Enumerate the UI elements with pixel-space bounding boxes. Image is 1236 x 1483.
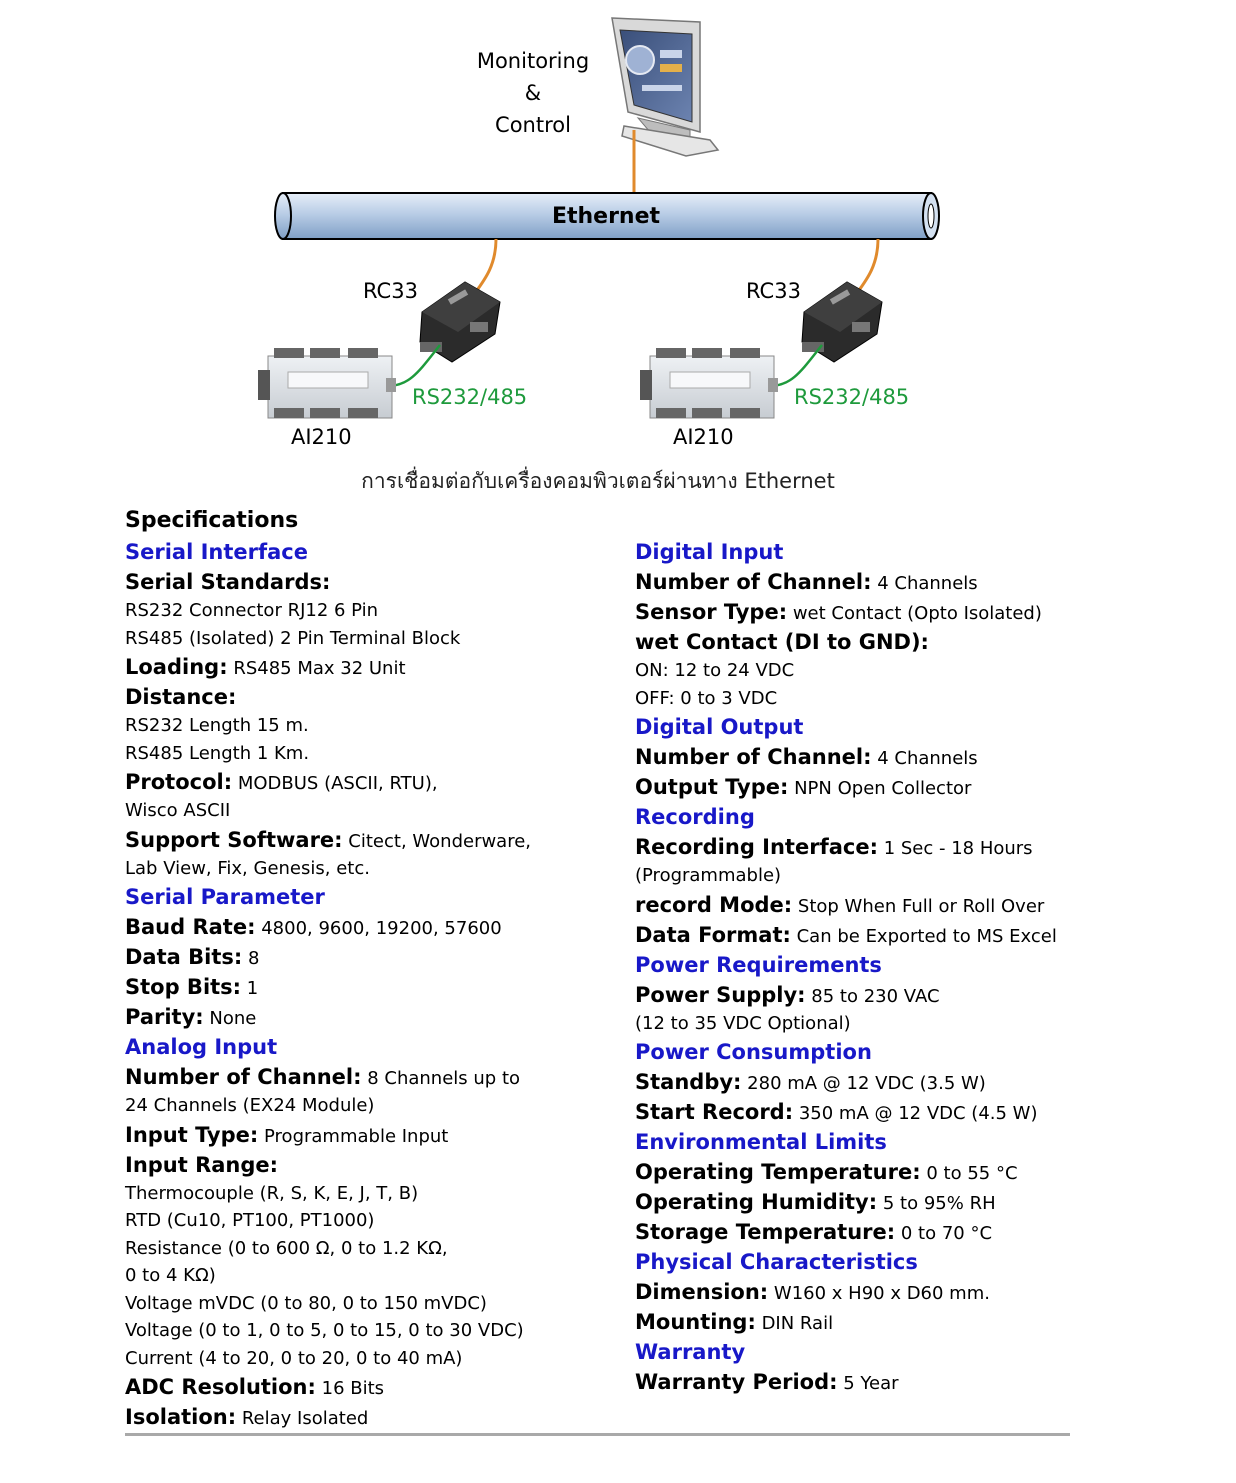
spec-key: Number of Channel: — [125, 1065, 362, 1089]
spec-value: wet Contact (Opto Isolated) — [787, 603, 1042, 624]
spec-text: 0 to 4 KΩ) — [125, 1265, 216, 1286]
spec-value: RS485 Max 32 Unit — [227, 658, 406, 679]
spec-key: Mounting: — [635, 1310, 756, 1334]
left-serial-label: RS232/485 — [412, 385, 528, 409]
spec-key: Isolation: — [125, 1405, 237, 1429]
right-ai210-module — [640, 348, 778, 418]
spec-text: RTD (Cu10, PT100, PT1000) — [125, 1210, 375, 1231]
spec-row — [635, 772, 1195, 802]
section-heading: Environmental Limits — [635, 1130, 887, 1154]
spec-value: 1 — [241, 978, 259, 999]
spec-row — [635, 920, 1195, 950]
spec-key: Stop Bits: — [125, 975, 242, 999]
spec-value: 350 mA @ 12 VDC (4.5 W) — [793, 1103, 1038, 1124]
spec-text: (12 to 35 VDC Optional) — [635, 1012, 851, 1034]
spec-row — [125, 942, 615, 972]
spec-value: 1 Sec - 18 Hours — [877, 838, 1033, 859]
spec-row — [635, 1307, 1195, 1337]
spec-text: Current (4 to 20, 0 to 20, 0 to 40 mA) — [125, 1347, 463, 1369]
spec-row — [635, 742, 1195, 772]
section-heading: Serial Parameter — [125, 885, 325, 909]
spec-row — [125, 1120, 615, 1150]
section-heading: Analog Input — [125, 1035, 278, 1059]
spec-text: Voltage mVDC (0 to 80, 0 to 150 mVDC) — [125, 1292, 487, 1314]
section-heading: Digital Output — [635, 715, 804, 739]
spec-row — [125, 767, 615, 797]
left-ai210-module — [258, 348, 396, 418]
spec-value: Can be Exported to MS Excel — [790, 925, 1057, 947]
right-rc33-device — [802, 282, 882, 362]
right-rc33-label: RC33 — [746, 279, 801, 303]
spec-key: Input Type: — [125, 1122, 259, 1147]
spec-text: RS232 Length 15 m. — [125, 715, 309, 736]
diagram-caption: การเชื่อมต่อกับเครื่องคอมพิวเตอร์ผ่านทาง Ethernet — [361, 469, 835, 493]
spec-row — [635, 890, 1195, 920]
spec-key: Start Record: — [635, 1100, 794, 1124]
spec-row — [635, 1157, 1195, 1187]
spec-key: ADC Resolution: — [125, 1375, 316, 1399]
spec-text: Resistance (0 to 600 Ω, 0 to 1.2 KΩ, — [125, 1237, 448, 1259]
spec-row — [635, 1367, 1195, 1397]
spec-value: 280 mA @ 12 VDC (3.5 W) — [741, 1073, 986, 1094]
specs-title: Specifications — [125, 508, 299, 533]
spec-value: 5 Year — [837, 1373, 899, 1394]
monitor-label-line: Control — [495, 113, 571, 137]
diagram-graphics — [0, 0, 1236, 500]
spec-row — [125, 1150, 615, 1180]
spec-key: Sensor Type: — [635, 600, 788, 624]
spec-value: 4 Channels — [871, 573, 978, 594]
spec-key: Loading: — [125, 655, 228, 679]
section-heading: Power Requirements — [635, 952, 882, 977]
specs-right-column — [635, 537, 1195, 1397]
spec-value: NPN Open Collector — [788, 778, 972, 799]
spec-key: Operating Humidity: — [635, 1190, 878, 1214]
spec-value: 85 to 230 VAC — [805, 985, 940, 1007]
spec-key: Parity: — [125, 1005, 204, 1029]
spec-key: Baud Rate: — [125, 915, 256, 939]
spec-key: record Mode: — [635, 892, 793, 917]
specs-left-column — [125, 505, 615, 1432]
spec-text: RS232 Connector RJ12 6 Pin — [125, 600, 379, 621]
monitor-label-line: & — [524, 81, 542, 105]
left-rc33-device — [420, 282, 500, 362]
spec-text: ON: 12 to 24 VDC — [635, 660, 795, 681]
spec-text: Thermocouple (R, S, K, E, J, T, B) — [125, 1182, 419, 1204]
section-heading: Physical Characteristics — [635, 1250, 918, 1274]
monitor-icon — [612, 18, 718, 156]
ethernet-label: Ethernet — [551, 204, 661, 229]
network-diagram — [0, 0, 1236, 500]
spec-value: Citect, Wonderware, — [342, 830, 532, 852]
spec-row — [635, 1187, 1195, 1217]
spec-text: 24 Channels (EX24 Module) — [125, 1095, 375, 1116]
spec-text: Voltage (0 to 1, 0 to 5, 0 to 15, 0 to 30 VDC) — [125, 1320, 524, 1341]
left-ai210-label: AI210 — [291, 425, 352, 449]
spec-text: RS485 Length 1 Km. — [125, 742, 310, 764]
section-heading: Digital Input — [635, 540, 784, 564]
spec-row — [125, 1062, 615, 1092]
spec-value: Relay Isolated — [236, 1408, 369, 1429]
spec-value: DIN Rail — [755, 1313, 834, 1334]
spec-value: 8 Channels up to — [361, 1068, 521, 1089]
spec-row — [635, 1277, 1195, 1307]
spec-key: Dimension: — [635, 1280, 769, 1304]
spec-row — [125, 1372, 615, 1402]
right-serial-label: RS232/485 — [794, 385, 910, 409]
spec-value: None — [203, 1008, 257, 1029]
spec-key: Warranty Period: — [635, 1370, 838, 1394]
spec-row — [125, 567, 615, 597]
spec-key: Input Range: — [125, 1152, 279, 1177]
section-heading: Serial Interface — [125, 540, 309, 564]
monitor-label-line: Monitoring — [476, 49, 590, 73]
spec-row — [635, 1217, 1195, 1247]
spec-value: 8 — [242, 948, 260, 969]
section-heading: Power Consumption — [635, 1040, 872, 1064]
spec-key: Operating Temperature: — [635, 1160, 921, 1184]
spec-value: 4 Channels — [871, 748, 978, 769]
spec-row — [125, 972, 615, 1002]
spec-text: Lab View, Fix, Genesis, etc. — [125, 857, 370, 879]
spec-key: Distance: — [125, 685, 237, 709]
spec-row — [125, 912, 615, 942]
spec-text: Wisco ASCII — [125, 800, 231, 821]
spec-key: Storage Temperature: — [635, 1220, 896, 1244]
spec-key: Support Software: — [125, 827, 343, 852]
spec-key: Protocol: — [125, 770, 233, 794]
spec-row — [635, 832, 1195, 862]
spec-row — [125, 682, 615, 712]
spec-row — [635, 567, 1195, 597]
spec-key: Recording Interface: — [635, 835, 878, 859]
spec-value: 0 to 55 °C — [920, 1163, 1018, 1184]
spec-row — [125, 1002, 615, 1032]
spec-text: RS485 (Isolated) 2 Pin Terminal Block — [125, 627, 461, 649]
spec-text: (Programmable) — [635, 865, 782, 886]
spec-value: MODBUS (ASCII, RTU), — [232, 773, 438, 794]
spec-row — [125, 825, 615, 855]
monitoring-control-label — [462, 45, 604, 141]
spec-key: Standby: — [635, 1070, 742, 1094]
spec-row — [635, 1067, 1195, 1097]
spec-row — [125, 1402, 615, 1432]
spec-value: 5 to 95% RH — [877, 1193, 996, 1214]
spec-key: Data Format: — [635, 922, 791, 947]
spec-key: Number of Channel: — [635, 745, 872, 769]
spec-value: W160 x H90 x D60 mm. — [768, 1283, 990, 1304]
section-heading: Warranty — [635, 1340, 746, 1364]
left-rc33-label: RC33 — [363, 279, 418, 303]
spec-row — [635, 980, 1195, 1010]
spec-key: Number of Channel: — [635, 570, 872, 594]
spec-value: 4800, 9600, 19200, 57600 — [255, 918, 502, 939]
right-ai210-label: AI210 — [673, 425, 734, 449]
spec-row — [125, 652, 615, 682]
spec-key: Data Bits: — [125, 945, 243, 969]
spec-row — [635, 1097, 1195, 1127]
spec-row — [635, 597, 1195, 627]
spec-value: 16 Bits — [315, 1378, 385, 1399]
spec-value: 0 to 70 °C — [895, 1223, 993, 1244]
spec-key: wet Contact (DI to GND): — [635, 630, 929, 654]
bottom-divider — [125, 1433, 1070, 1436]
spec-value: Stop When Full or Roll Over — [792, 895, 1045, 917]
spec-key: Output Type: — [635, 775, 789, 799]
spec-value: Programmable Input — [258, 1125, 449, 1147]
spec-row — [635, 627, 1195, 657]
spec-key: Power Supply: — [635, 982, 806, 1007]
spec-key: Serial Standards: — [125, 570, 331, 594]
spec-text: OFF: 0 to 3 VDC — [635, 687, 778, 709]
section-heading: Recording — [635, 805, 755, 829]
